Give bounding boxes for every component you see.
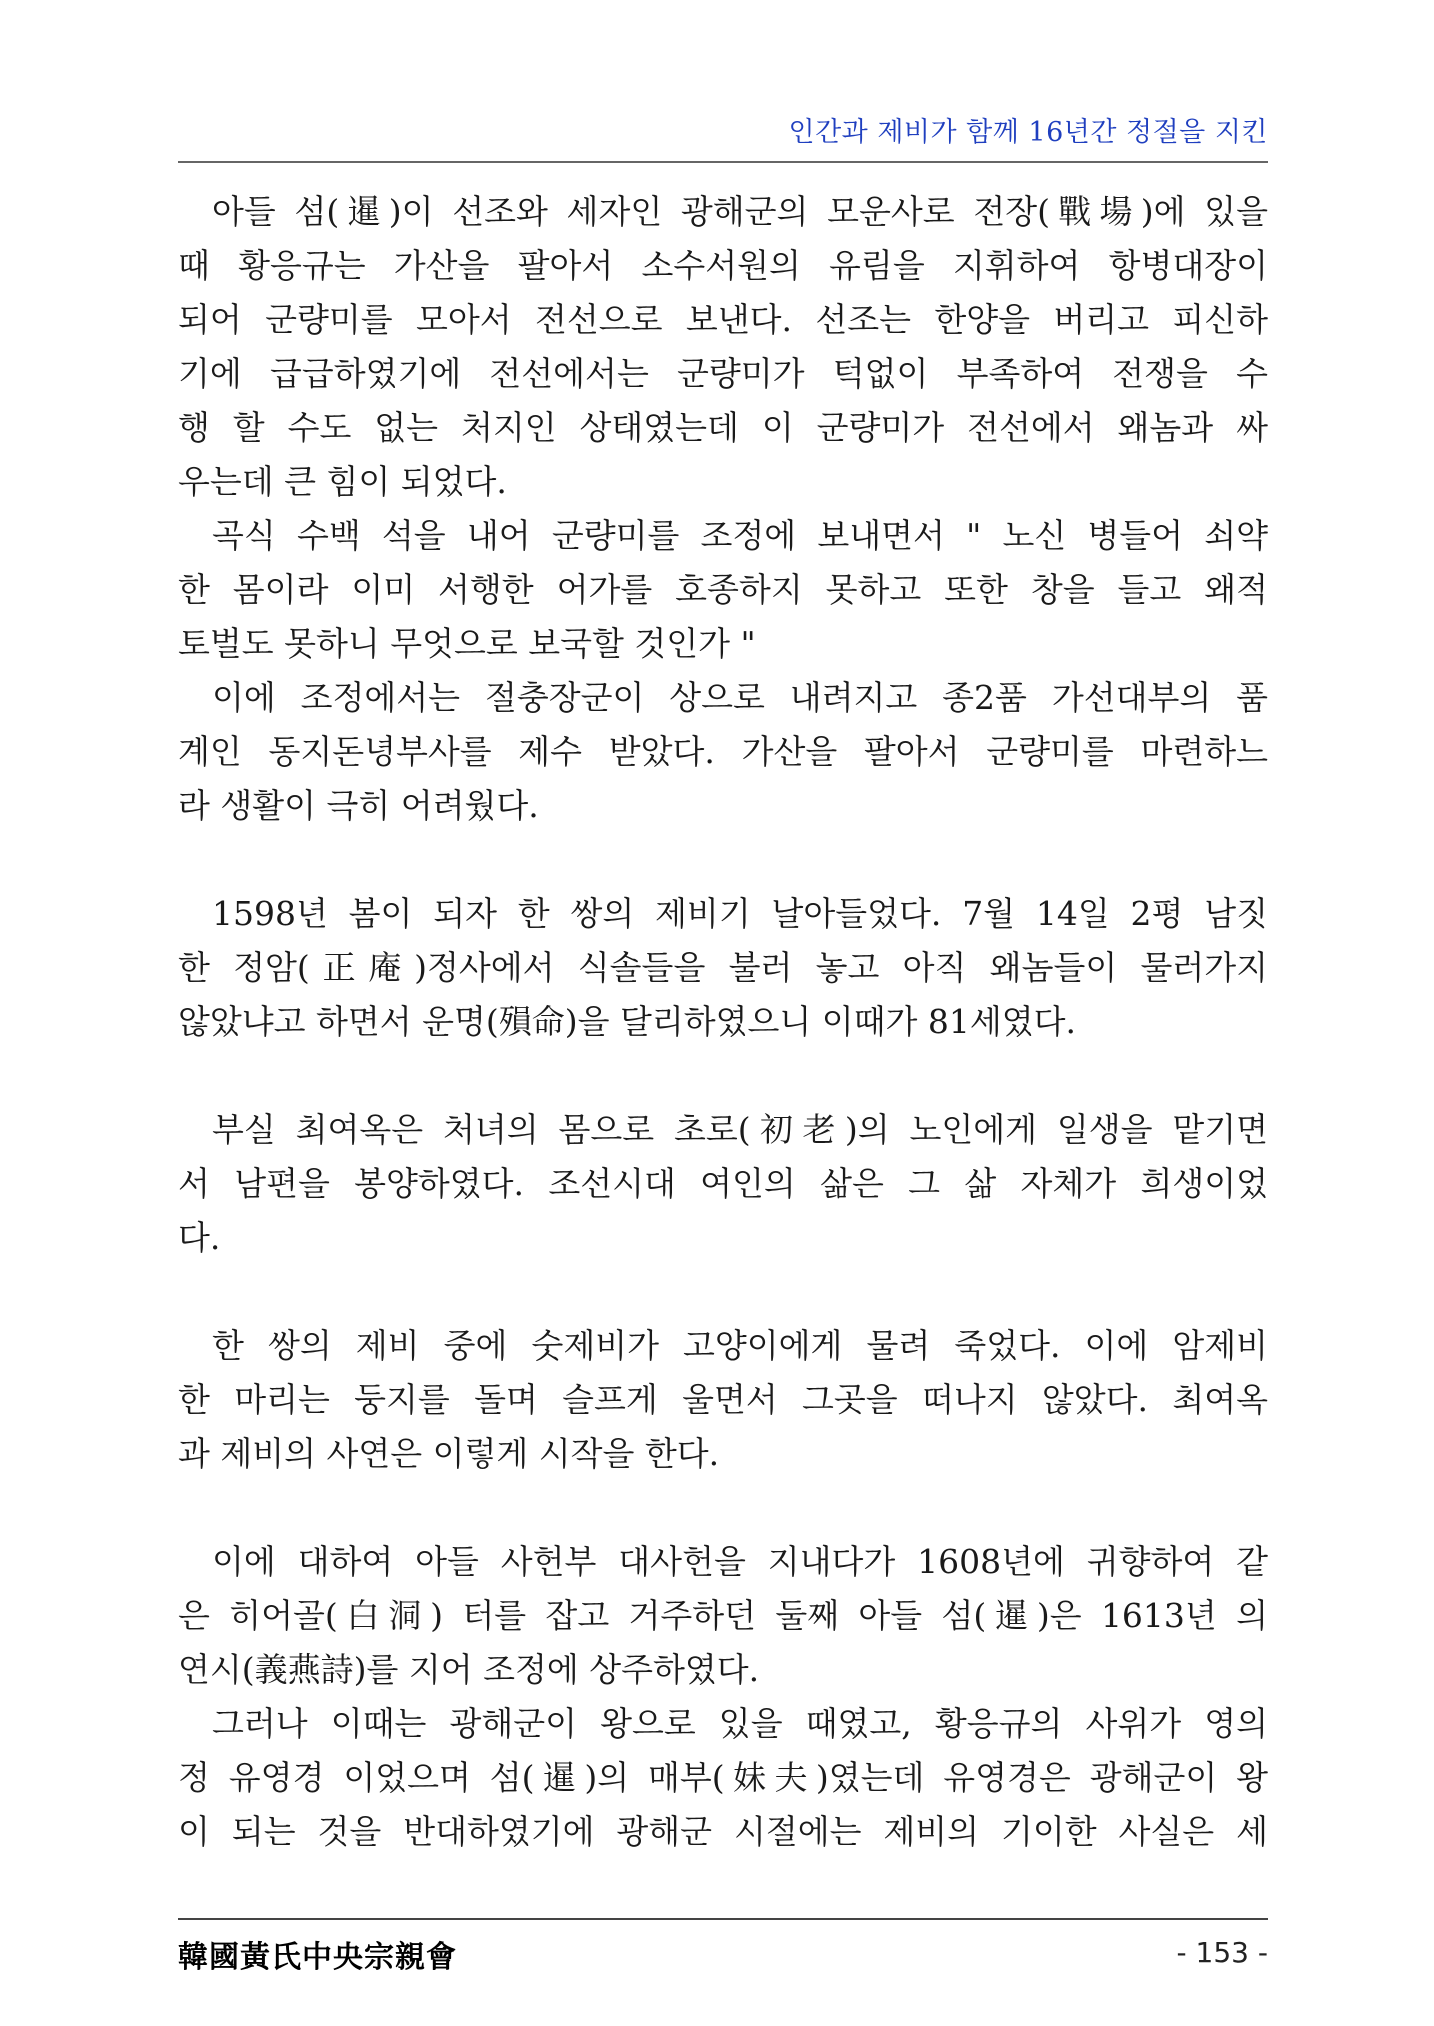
text-line: 과 제비의 사연은 이렇게 시작을 한다. — [178, 1434, 720, 1473]
text-line: 연시(義燕詩)를 지어 조정에 상주하였다. — [178, 1650, 760, 1689]
text-line: 아들 섬(暹)이 선조와 세자인 광해군의 모운사로 전장(戰場)에 있을 — [212, 192, 1268, 231]
text-line: 이 되는 것을 반대하였기에 광해군 시절에는 제비의 기이한 사실은 세 — [178, 1812, 1268, 1851]
text-line: 토벌도 못하니 무엇으로 보국할 것인가 " — [178, 624, 756, 663]
page-number: - 153 - — [1176, 1936, 1268, 1969]
text-line: 행 할 수도 없는 처지인 상태였는데 이 군량미가 전선에서 왜놈과 싸 — [178, 408, 1268, 447]
text-line: 되어 군량미를 모아서 전선으로 보낸다. 선조는 한양을 버리고 피신하 — [178, 300, 1268, 339]
text-line: 부실 최여옥은 처녀의 몸으로 초로(初老)의 노인에게 일생을 맡기면 — [212, 1110, 1268, 1149]
footer-organization: 韓國黃氏中央宗親會 — [178, 1940, 457, 1975]
text-line: 계인 동지돈녕부사를 제수 받았다. 가산을 팔아서 군량미를 마련하느 — [178, 732, 1268, 771]
paragraph-gap — [178, 1481, 1268, 1535]
text-line: 한 쌍의 제비 중에 숫제비가 고양이에게 물려 죽었다. 이에 암제비 — [212, 1326, 1268, 1365]
text-line: 곡식 수백 석을 내어 군량미를 조정에 보내면서 " 노신 병들어 쇠약 — [212, 516, 1268, 555]
text-line: 우는데 큰 힘이 되었다. — [178, 462, 507, 501]
header-divider — [178, 161, 1268, 163]
text-line: 않았냐고 하면서 운명(殞命)을 달리하였으니 이때가 81세였다. — [178, 1002, 1076, 1041]
text-line: 라 생활이 극히 어려웠다. — [178, 786, 539, 825]
running-header: 인간과 제비가 함께 16년간 정절을 지킨 — [788, 117, 1268, 148]
text-line: 이에 대하여 아들 사헌부 대사헌을 지내다가 1608년에 귀향하여 같 — [212, 1542, 1268, 1581]
text-line: 은 히어골(白洞) 터를 잡고 거주하던 둘째 아들 섬(暹)은 1613년 의 — [178, 1596, 1268, 1635]
text-line: 이에 조정에서는 절충장군이 상으로 내려지고 종2품 가선대부의 품 — [212, 678, 1268, 717]
text-line: 기에 급급하였기에 전선에서는 군량미가 턱없이 부족하여 전쟁을 수 — [178, 354, 1268, 393]
text-line: 한 정암(正庵)정사에서 식솔들을 불러 놓고 아직 왜놈들이 물러가지 — [178, 948, 1268, 987]
text-line: 정 유영경 이었으며 섬(暹)의 매부(妹夫)였는데 유영경은 광해군이 왕 — [178, 1758, 1268, 1797]
paragraph-gap — [178, 1049, 1268, 1103]
text-line: 때 황응규는 가산을 팔아서 소수서원의 유림을 지휘하여 항병대장이 — [178, 246, 1268, 285]
body-text — [178, 185, 1268, 1859]
text-line: 한 마리는 둥지를 돌며 슬프게 울면서 그곳을 떠나지 않았다. 최여옥 — [178, 1380, 1268, 1419]
paragraph-gap — [178, 1265, 1268, 1319]
text-line: 한 몸이라 이미 서행한 어가를 호종하지 못하고 또한 창을 들고 왜적 — [178, 570, 1268, 609]
footer-divider — [178, 1918, 1268, 1920]
paragraph-gap — [178, 833, 1268, 887]
text-line: 그러나 이때는 광해군이 왕으로 있을 때였고, 황응규의 사위가 영의 — [212, 1704, 1268, 1743]
text-line: 다. — [178, 1218, 221, 1257]
text-line: 서 남편을 봉양하였다. 조선시대 여인의 삶은 그 삶 자체가 희생이었 — [178, 1164, 1268, 1203]
text-line: 1598년 봄이 되자 한 쌍의 제비기 날아들었다. 7월 14일 2평 남짓 — [212, 894, 1268, 933]
